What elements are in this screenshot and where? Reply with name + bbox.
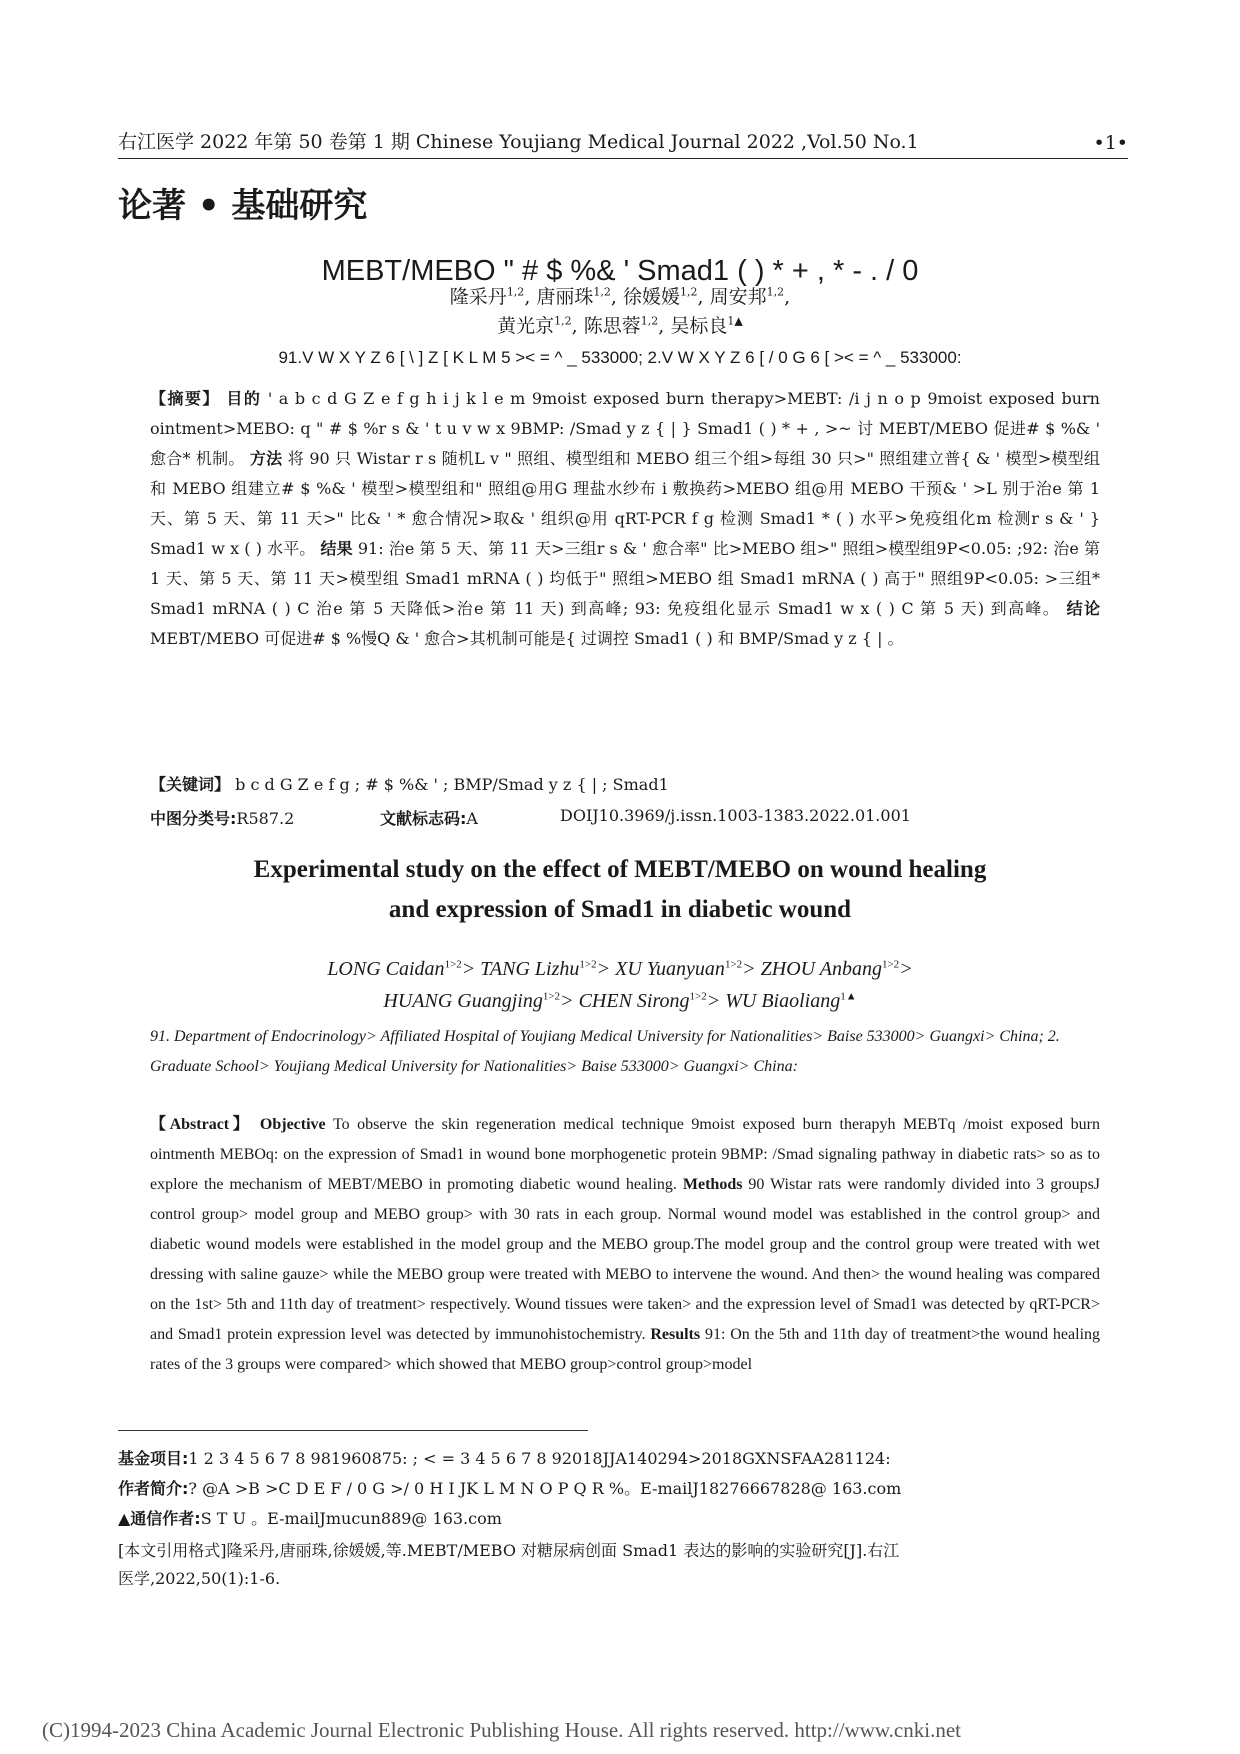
author-name: XU Yuanyuan (615, 958, 725, 980)
citation-label: [本文引用格式] (118, 1541, 227, 1560)
methods-label: Methods (682, 1176, 743, 1193)
author-name: 隆采丹 (449, 286, 507, 308)
page-number: •1• (1093, 132, 1128, 154)
citation-footnote-line-2: 医学,2022,50(1):1-6. (118, 1569, 281, 1588)
classification-line (150, 806, 911, 829)
keywords-text: b c d G Z e f g ; # $ %& ' ; BMP/Smad y z { | ; Smad1 (235, 775, 669, 794)
author-name: 黄光京 (497, 315, 555, 337)
citation-footnote: [本文引用格式]隆采丹,唐丽珠,徐媛媛,等.MEBT/MEBO 对糖尿病创面 Smad1 表达的影响的实验研究[J].右江 (118, 1541, 900, 1560)
objective-text: ' a b c d G Z e f g h i j k l e m 9moist exposed burn therapy>MEBT: /i j n o p 9moist exposed burn ointment>MEBO: q " # $ %r s & ' t u v w x 9BMP: /Smad y z { | } Smad1 ( ) * + , >~ 讨 MEBT/MEBO 促进# $ %& ' 愈合* 机制。 (150, 389, 1100, 468)
english-authors-line-2: HUANG Guangjing$^{1>2}$> CHEN Sirong$^{1>2}$> WU Biaoliang$^{1▲}$ (383, 990, 857, 1012)
english-authors-line-1: LONG Caidan$^{1>2}$> TANG Lizhu$^{1>2}$> XU Yuanyuan$^{1>2}$> ZHOU Anbang$^{1>2}$> (327, 958, 913, 980)
english-abstract (150, 1110, 1100, 1380)
chinese-authors-line-1: 隆采丹$^{1,2}$, 唐丽珠$^{1,2}$, 徐媛媛$^{1,2}$, 周安邦$^{1,2}$, (449, 285, 791, 308)
abstract-label: 【摘要】 (150, 389, 220, 408)
author-name: CHEN Sirong (578, 990, 690, 1012)
corresponding-label: ▲通信作者: (118, 1509, 201, 1528)
methods-text: 将 90 只 Wistar r s 随机L v " 照组、模型组和 MEBO 组三个组>每组 30 只>" 照组建立普{ & ' 模型>模型组和 MEBO 组建立# $ %& ' 模型>模型组和" 照组@用G 理盐水纱布 i 敷换药>MEBO 组@用 MEBO 干预& ' >L 别于治e 第 1 天、第 5 天、第 11 天>" 比& ' * 愈合情况>取& ' 组织@用 qRT-PCR f g 检测 Smad1 * ( ) 水平>免疫组化m 检测r s & ' } Smad1 w x ( ) 水平。 (150, 449, 1100, 558)
results-label: Results (650, 1326, 701, 1343)
english-affiliation: 91. Department of Endocrinology> Affiliated Hospital of Youjiang Medical University for Nationalities> Baise 533000> Guangxi> China; 2. Graduate School> Youjiang Medical University for Nationalities> Baise 533000> Guangxi> China: (150, 1028, 1060, 1075)
methods-label: 方法 (249, 449, 283, 468)
section-label: 论著 • 基础研究 (118, 186, 368, 226)
author-name: WU Biaoliang (725, 990, 841, 1012)
author-name: 陈思蓉 (583, 315, 641, 337)
author-name: 唐丽珠 (536, 286, 594, 308)
author-name: 徐媛媛 (623, 286, 681, 308)
results-text: 91: On the 5th and 11th day of treatment>the wound healing rates of the 3 groups were compared> which showed that MEBO group>control group>model (150, 1326, 1101, 1373)
author-name: TANG Lizhu (480, 958, 580, 980)
chinese-keywords (150, 772, 669, 795)
results-label: 结果 (320, 539, 353, 558)
fund-footnote: 基金项目:1 2 3 4 5 6 7 8 981960875: ; < = 3 4 5 6 7 8 92018JJA140294>2018GXNSFAA281124: (118, 1449, 891, 1468)
code-label: 文献标志码: (380, 809, 467, 828)
footnote-rule (118, 1430, 588, 1431)
fund-label: 基金项目: (118, 1449, 189, 1468)
copyright-notice: (C)1994-2023 China Academic Journal Electronic Publishing House. All rights reserved. http://www.cnki.net (42, 1718, 961, 1742)
conclusion-label: 结论 (1066, 599, 1100, 618)
keywords-label: 【关键词】 (150, 775, 231, 794)
methods-text: 90 Wistar rats were randomly divided into 3 groupsJ control group> model group and MEBO group> with 30 rats in each group. Normal wound model was established in the control group> and diabetic wound models were established in the model group and the MEBO group.The model group and the control group were treated with wet dressing with saline gauze> while the MEBO group were treated with MEBO to intervene the wound. And then> the wound healing was compared on the 1st> 5th and 11th day of treatment> respectively. Wound tissues were taken> and the expression level of Smad1 was detected by qRT-PCR> and Smad1 protein expression level was detected by immunohistochemistry. (150, 1176, 1101, 1343)
english-title-line-2: and expression of Smad1 in diabetic wound (388, 896, 852, 923)
chinese-title: MEBT/MEBO " # $ %& ' Smad1 ( ) * + , * - . / 0 (321, 255, 919, 287)
chinese-abstract (150, 384, 1100, 654)
corresponding-footnote: ▲通信作者:S T U 。E-mailJmucun889@ 163.com (118, 1509, 502, 1528)
results-text: 91: 治e 第 5 天、第 11 天>三组r s & ' 愈合率" 比>MEBO 组>" 照组>模型组9P<0.05: ;92: 治e 第 1 天、第 5 天、第 11 天>模型组 Smad1 mRNA ( ) 均低于" 照组>MEBO 组 Smad1 mRNA ( ) 高于" 照组9P<0.05: >三组* Smad1 mRNA ( ) C 治e 第 5 天降低>治e 第 11 天) 到高峰; 93: 免疫组化显示 Smad1 w x ( ) C 第 5 天) 到高峰。 (150, 539, 1100, 618)
chinese-authors-line-2: 黄光京$^{1,2}$, 陈思蓉$^{1,2}$, 吴标良$^{1▲}$ (497, 314, 743, 337)
doi: DOIJ10.3969/j.issn.1003-1383.2022.01.001 (560, 806, 911, 825)
running-header (118, 120, 1128, 159)
journal-header: 右江医学 2022 年第 50 卷第 1 期 Chinese Youjiang Medical Journal 2022 ,Vol.50 No.1 (118, 131, 919, 153)
author-footnote: 作者简介:? @A >B >C D E F / 0 G >/ 0 H I JK L M N O P Q R %。E-mailJ18276667828@ 163.com (118, 1479, 902, 1498)
chinese-affiliation: 91.V W X Y Z 6 [ \ ] Z [ K L M 5 >< = ^ _ 533000; 2.V W X Y Z 6 [ / 0 G 6 [ >< = ^ _ 533000: (278, 348, 962, 367)
author-name: ZHOU Anbang (760, 958, 882, 980)
objective-label: Objective (259, 1116, 326, 1133)
conclusion-text: MEBT/MEBO 可促进# $ %慢Q & ' 愈合>其机制可能是{ 过调控 Smad1 ( ) 和 BMP/Smad y z { | 。 (150, 629, 904, 648)
author-info-label: 作者简介: (118, 1479, 189, 1498)
english-title-line-1: Experimental study on the effect of MEBT/MEBO on wound healing (253, 856, 987, 883)
abstract-label: 【Abstract】 (150, 1116, 253, 1133)
author-name: LONG Caidan (327, 958, 445, 980)
objective-text: To observe the skin regeneration medical technique 9moist exposed burn therapyh MEBTq /moist exposed burn ointmenth MEBOq: on the expression of Smad1 in wound bone morphogenetic protein 9BMP: /Smad signaling pathway in diabetic rats> so as to explore the mechanism of MEBT/MEBO in promoting diabetic wound healing. (150, 1116, 1101, 1193)
clc-label: 中图分类号: (150, 809, 237, 828)
clc-value: R587.2 (236, 809, 295, 828)
author-name: HUANG Guangjing (383, 990, 543, 1012)
objective-label: 目的 (226, 389, 262, 408)
code-value: A (466, 809, 478, 828)
author-name: 周安邦 (709, 286, 767, 308)
author-name: 吴标良 (670, 315, 728, 337)
